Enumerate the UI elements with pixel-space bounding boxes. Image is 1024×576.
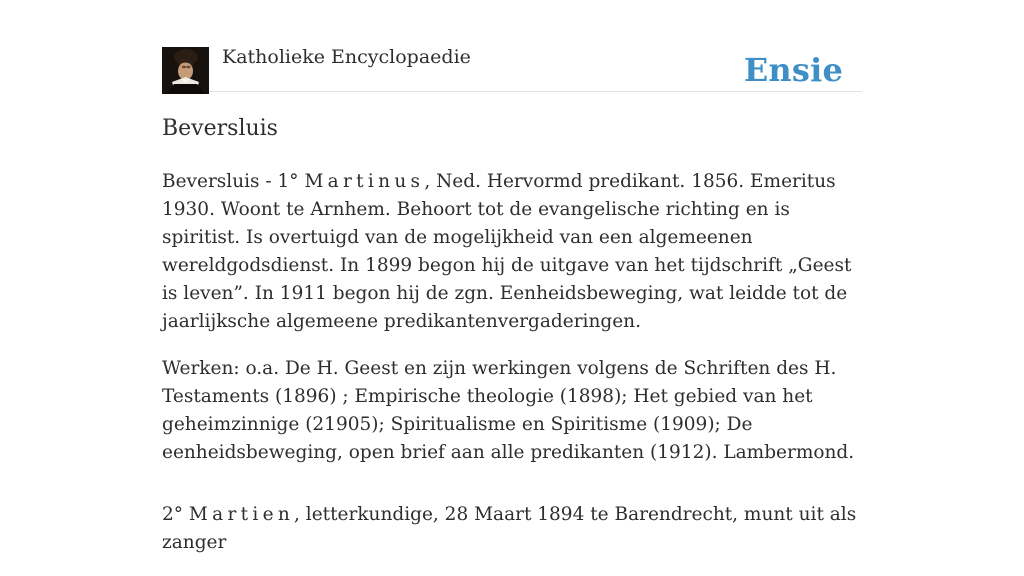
- brand-logo[interactable]: Ensie: [743, 51, 843, 89]
- paragraph-1-text: , Ned. Hervormd predikant. 1856. Emeritus 1930. Woont te Arnhem. Behoort tot de evangelische richting en is spiritist. Is overtuigd van de mogelijkheid van een algemeenen wereldgodsdienst. In 1899 begon hij de uitgave van het tijdschrift „Geest is leven”. In 1911 begon hij de zgn. Eenheidsbeweging, wat leidde tot de jaarlijksche algemeene predikantenvergaderingen.: [162, 171, 852, 332]
- paragraph-1-name: Martinus: [304, 171, 425, 192]
- paragraph-1: [162, 168, 862, 336]
- portrait-avatar-icon[interactable]: [162, 47, 209, 94]
- paragraph-1-lead: Beversluis - 1°: [162, 171, 305, 192]
- paragraph-3-text: , letterkundige, 28 Maart 1894 te Barendrecht, munt uit als zanger: [162, 504, 857, 553]
- paragraph-3-name: Martien: [188, 504, 295, 525]
- source-name[interactable]: Katholieke Encyclopaedie: [222, 46, 471, 68]
- paragraph-3-lead: 2°: [162, 504, 189, 525]
- paragraph-2: Werken: o.a. De H. Geest en zijn werkingen volgens de Schriften des H. Testaments (1896) ; Empirische theologie (1898); Het gebied van het geheimzinnige (21905); Spiritualisme en Spiritisme (1909); De eenheidsbeweging, open brief aan alle predikanten (1912). Lambermond.: [162, 358, 855, 463]
- site-header: [162, 44, 862, 92]
- paragraph-3: [162, 501, 862, 557]
- article-body: [162, 168, 862, 576]
- article-title: Beversluis: [162, 116, 278, 141]
